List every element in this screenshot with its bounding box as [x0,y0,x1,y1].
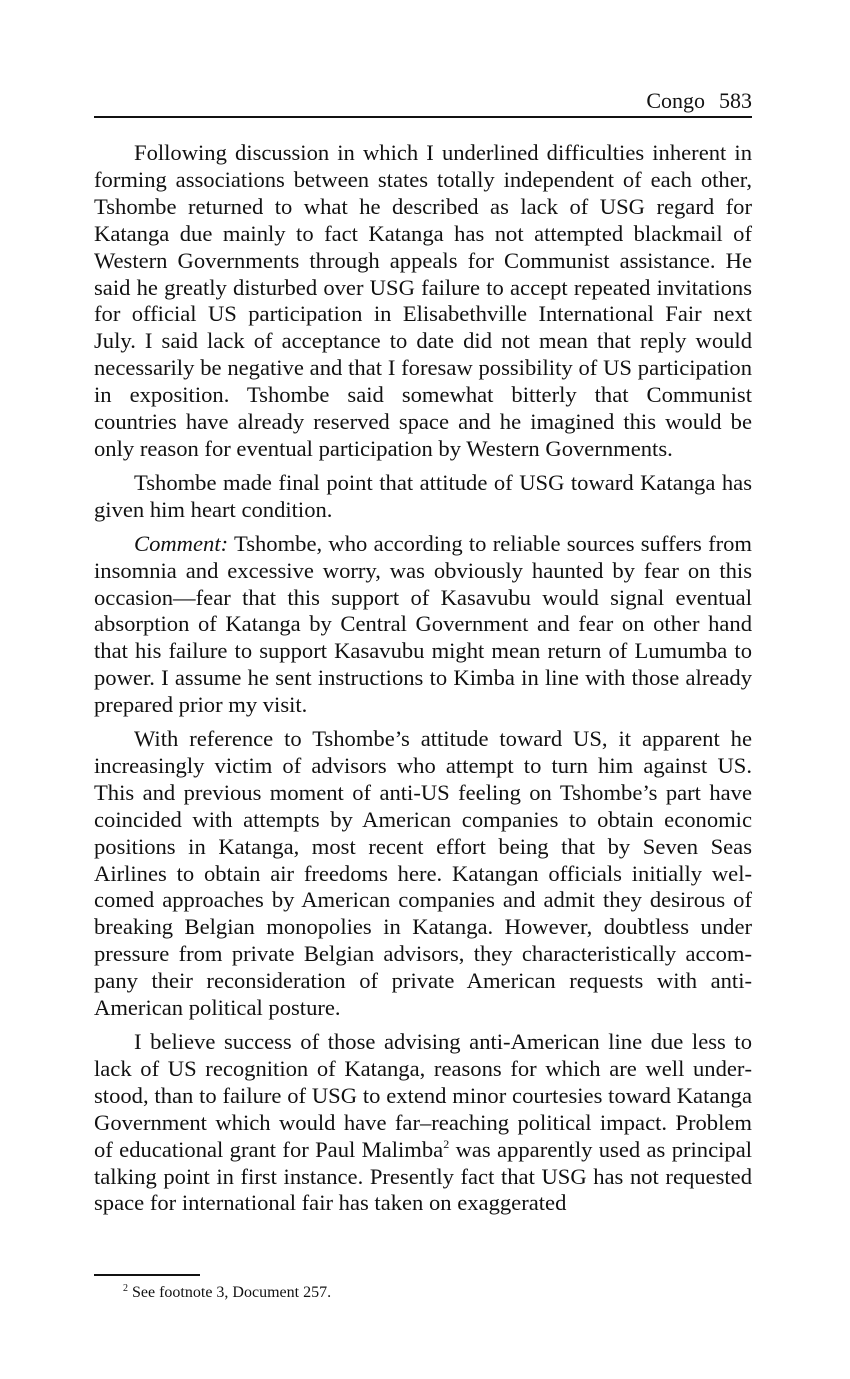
paragraph-5 [94,1029,752,1217]
footnote-rule [94,1274,200,1276]
paragraph-5-start: I believe success of those advising anti-American line due less to lack of US recognition of Katanga, reasons for which are well understood, than to failure of USG to extend minor courtesies toward Katanga Government which would have far–reaching political impact. Problem of educational grant for Paul Malimba [94,1029,752,1162]
footnote-reference: 2 [443,1136,450,1151]
page-number: 583 [719,88,752,113]
footnote-marker: 2 [123,1283,128,1294]
comment-label: Comment: [134,530,229,556]
paragraph-5-end: was apparently used as principal talking point in first instance. Presently fact that USG has not requested space for international fair has taken on exaggerated [94,1136,752,1216]
running-head [94,86,752,118]
comment-text: Tshombe, who according to reliable sources suffers from insomnia and excessive worry, was obviously haunted by fear on this occasion—fear that this support of Kasavubu would signal eventual absorption of Katanga by Central Government and fear on other hand that his failure to support Kasavubu might mean return of Lumumba to power. I assume he sent instructions to Kimba in line with those already prepared prior my visit. [94,530,752,718]
running-head-title: Congo [646,88,705,113]
paragraph-3 [94,531,752,719]
paragraph-2: Tshombe made final point that attitude of USG toward Katanga has given him heart condition. [94,469,752,522]
paragraph-4: With reference to Tshombe’s attitude toward US, it apparent he increasingly victim of advisors who attempt to turn him against US. This and previous moment of anti-US feeling on Tshombe’s part have coincided with attempts by American companies to obtain economic positions in Katanga, most recent effort being that by Seven Seas Airlines to obtain air freedoms here. Katangan officials initially welcomed approaches by American companies and admit they desirous of breaking Belgian monopolies in Katanga. However, doubtless under pressure from private Belgian advisors, they characteristically accompany their reconsideration of private American requests with anti-American political posture. [94,726,752,1021]
footnote-text: See footnote 3, Document 257. [128,1284,332,1301]
paragraph-1: Following discussion in which I underlined difficulties inherent in forming associations between states totally independent of each other, Tshombe returned to what he described as lack of USG regard for Katanga due mainly to fact Katanga has not attempted blackmail of Western Governments through appeals for Communist assistance. He said he greatly disturbed over USG failure to accept repeated invitations for official US participation in Elisabethville International Fair next July. I said lack of acceptance to date did not mean that reply would necessarily be negative and that I foresaw possibility of US participation in exposition. Tshombe said somewhat bitterly that Communist countries have already reserved space and he imagined this would be only reason for eventual participation by Western Governments. [94,140,752,461]
footnote [123,1282,331,1304]
body-text [94,140,752,1217]
